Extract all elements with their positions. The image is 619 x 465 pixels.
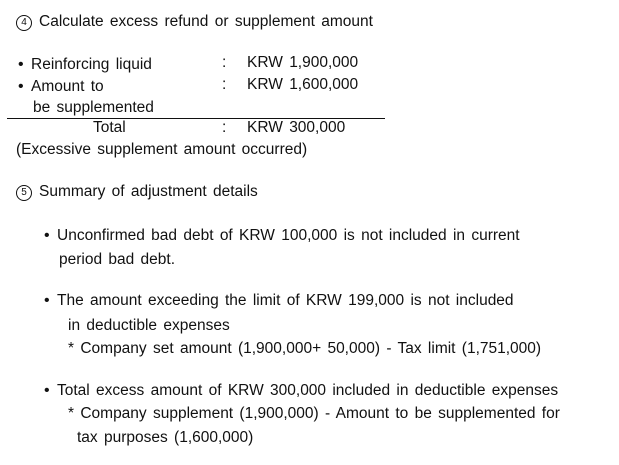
section-5-title: Summary of adjustment details bbox=[39, 183, 258, 200]
row-reinforcing-liquid-value: KRW 1,900,000 bbox=[247, 54, 359, 71]
circled-number-5: 5 bbox=[16, 185, 32, 201]
summary-item-1-line-1: • Unconfirmed bad debt of KRW 100,000 is not included in current bbox=[57, 227, 520, 245]
total-label: Total bbox=[93, 119, 126, 136]
row-reinforcing-liquid-label: • Reinforcing liquid bbox=[31, 56, 152, 74]
summary-item-2-line-2: in deductible expenses bbox=[68, 317, 230, 334]
excess-supplement-note: (Excessive supplement amount occurred) bbox=[16, 141, 308, 158]
row-amount-supplemented-label: • Amount to bbox=[31, 78, 104, 96]
circled-number-4: 4 bbox=[16, 15, 32, 31]
row-amount-supplemented-label-cont: be supplemented bbox=[33, 99, 154, 116]
summary-item-2-line-1: • The amount exceeding the limit of KRW 199,000 is not included bbox=[57, 292, 514, 310]
summary-item-2-line-3: * Company set amount (1,900,000+ 50,000) - Tax limit (1,751,000) bbox=[68, 340, 542, 357]
summary-item-1-line-2: period bad debt. bbox=[59, 251, 176, 268]
summary-item-3-line-1: • Total excess amount of KRW 300,000 included in deductible expenses bbox=[57, 382, 558, 400]
section-4-title: Calculate excess refund or supplement amount bbox=[39, 13, 373, 30]
row-2-separator: : bbox=[222, 76, 227, 93]
total-value: KRW 300,000 bbox=[247, 119, 346, 136]
section-4-heading bbox=[16, 13, 373, 31]
total-separator: : bbox=[222, 119, 227, 136]
row-1-separator: : bbox=[222, 54, 227, 71]
section-5-heading bbox=[16, 183, 258, 201]
row-amount-supplemented-value: KRW 1,600,000 bbox=[247, 76, 359, 93]
summary-item-3-line-2: * Company supplement (1,900,000) - Amount to be supplemented for bbox=[68, 405, 560, 422]
summary-item-3-line-3: tax purposes (1,600,000) bbox=[77, 429, 254, 446]
